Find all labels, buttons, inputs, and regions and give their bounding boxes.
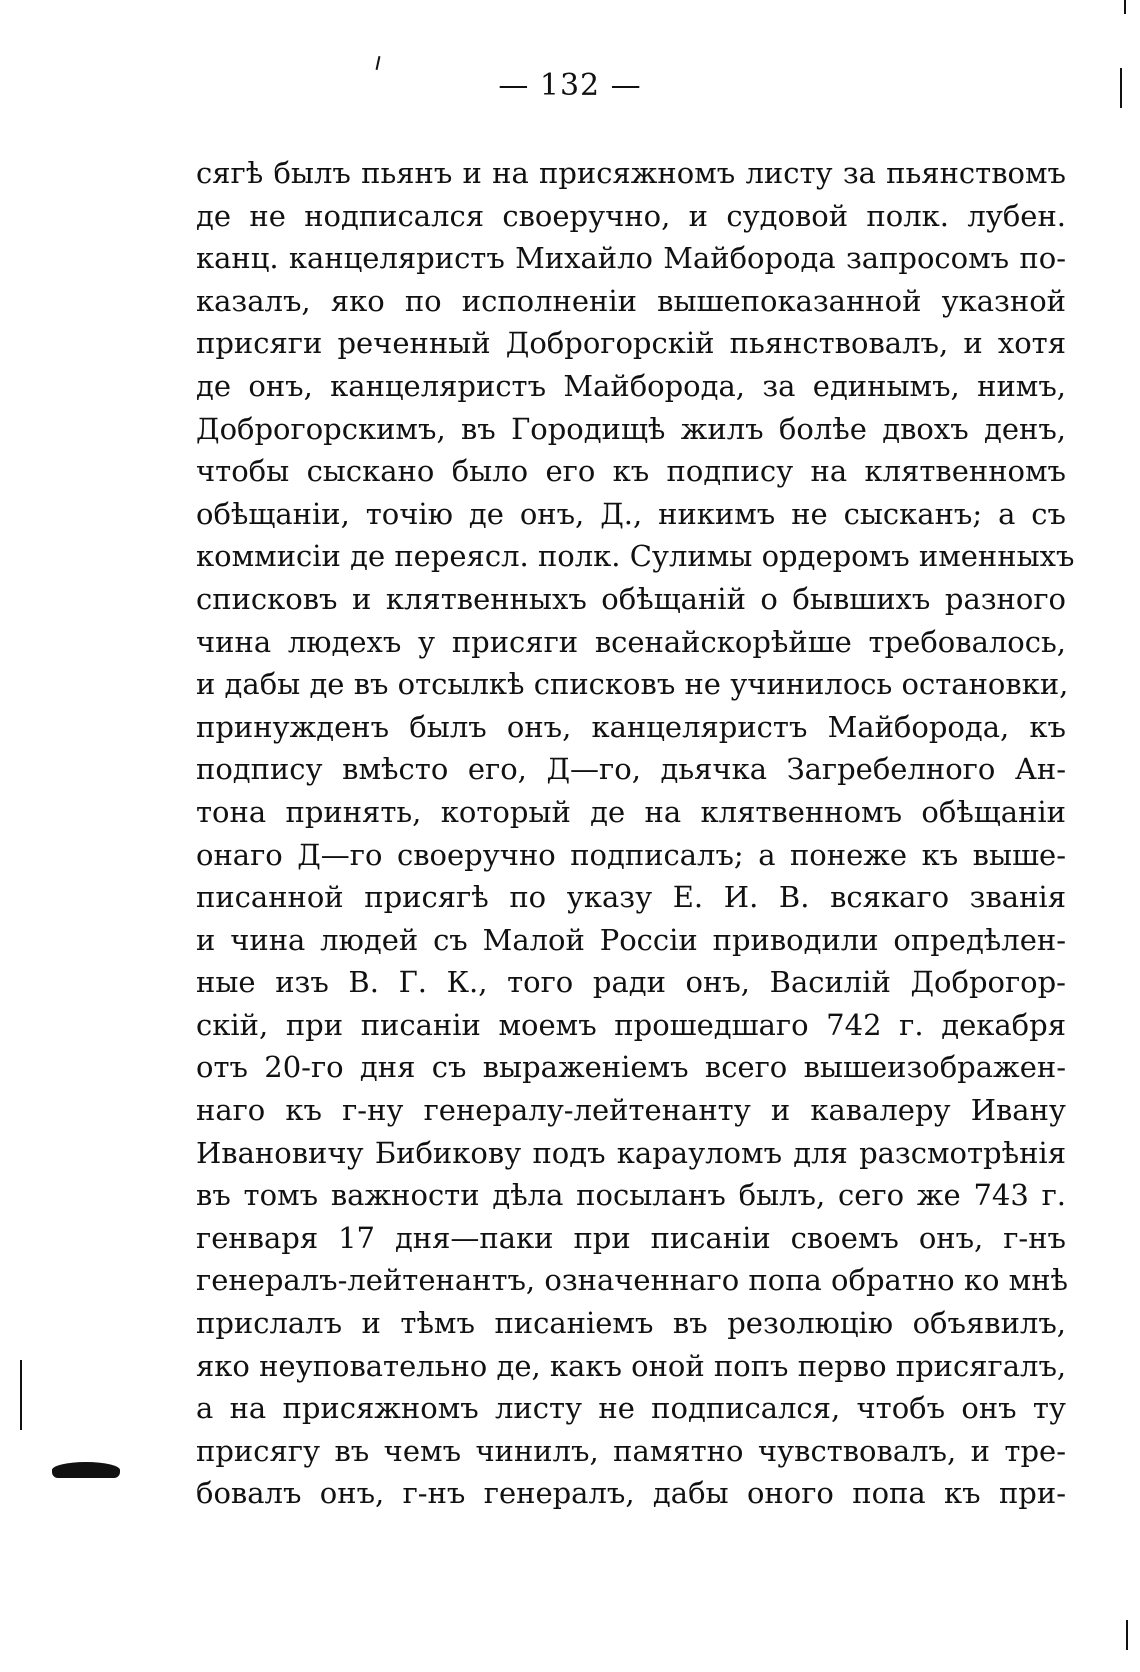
text-line: отъ 20-го дня съ выраженіемъ всего вышеизображен- — [196, 1050, 1066, 1085]
text-line: канц. канцеляристъ Михайло Майборода запросомъ по- — [196, 241, 1066, 276]
text-line: ные изъ В. Г. К., того ради онъ, Василій Доброгор- — [196, 965, 1066, 1000]
text-line: чина людехъ у присяги всенайскорѣйше требовалось, — [196, 624, 1066, 659]
text-line: наго къ г-ну генералу-лейтенанту и кавалеру Ивану — [196, 1093, 1066, 1128]
text-line: присягу въ чемъ чинилъ, памятно чувствовалъ, и тре- — [196, 1433, 1066, 1468]
text-line: Доброгорскимъ, въ Городищѣ жилъ болѣе двохъ денъ, — [196, 411, 1066, 446]
ink-blot — [52, 1462, 120, 1478]
text-line: бовалъ онъ, г-нъ генералъ, дабы оного попа къ при- — [196, 1476, 1066, 1511]
text-line: онаго Д—го своеручно подписалъ; а понеже къ выше- — [196, 837, 1066, 872]
text-line: де онъ, канцеляристъ Майборода, за единымъ, нимъ, — [196, 368, 1066, 403]
page-number: — 132 — — [498, 68, 642, 103]
text-line: сягѣ былъ пьянъ и на присяжномъ листу за пьянствомъ — [196, 156, 1066, 190]
text-line: де не нодписался своеручно, и судовой полк. лубен. — [196, 198, 1066, 233]
text-line: казалъ, яко по исполненіи вышепоказанной указной — [196, 283, 1066, 318]
text-line: скій, при писаніи моемъ прошедшаго 742 г. декабря — [196, 1007, 1066, 1042]
text-line: генваря 17 дня—паки при писаніи своемъ онъ, г-нъ — [196, 1220, 1066, 1255]
text-line: тона принять, который де на клятвенномъ обѣщаніи — [196, 794, 1066, 829]
scan-mark — [1126, 1620, 1128, 1650]
text-line: чтобы сыскано было его къ подпису на клятвенномъ — [196, 454, 1066, 489]
text-line: коммисіи де переясл. полк. Сулимы ордеромъ именныхъ — [196, 539, 1075, 574]
text-line: въ томъ важности дѣла посыланъ былъ, сего же 743 г. — [196, 1178, 1066, 1213]
text-line: а на присяжномъ листу не подписался, чтобъ онъ ту — [196, 1391, 1066, 1426]
text-line: генералъ-лейтенантъ, означеннаго попа обратно ко мнѣ — [196, 1263, 1069, 1298]
text-line: присяги реченный Доброгорскій пьянствовалъ, и хотя — [196, 326, 1066, 361]
text-line: прислалъ и тѣмъ писаніемъ въ резолюцію объявилъ, — [196, 1306, 1066, 1341]
text-line: и дабы де въ отсылкѣ списковъ не учинилось остановки, — [196, 667, 1069, 702]
text-line: и чина людей съ Малой Россіи приводили опредѣлен- — [196, 922, 1066, 957]
text-line: списковъ и клятвенныхъ обѣщаній о бывшихъ разного — [196, 581, 1066, 616]
body-text — [196, 152, 1075, 1515]
scan-mark — [20, 1360, 22, 1430]
text-line: яко неуповательно де, какъ оной попъ перво присягалъ, — [196, 1348, 1067, 1383]
text-line: обѣщаніи, точію де онъ, Д., никимъ не сысканъ; а съ — [196, 496, 1066, 531]
text-line: принужденъ былъ онъ, канцеляристъ Майборода, къ — [196, 709, 1066, 744]
scan-mark — [1124, 0, 1126, 14]
text-line: писанной присягѣ по указу Е. И. В. всякаго званія — [196, 880, 1066, 915]
text-line: Ивановичу Бибикову подъ карауломъ для разсмотрѣнія — [196, 1135, 1066, 1170]
text-line: подпису вмѣсто его, Д—го, дьячка Загребелного Ан- — [196, 752, 1066, 787]
